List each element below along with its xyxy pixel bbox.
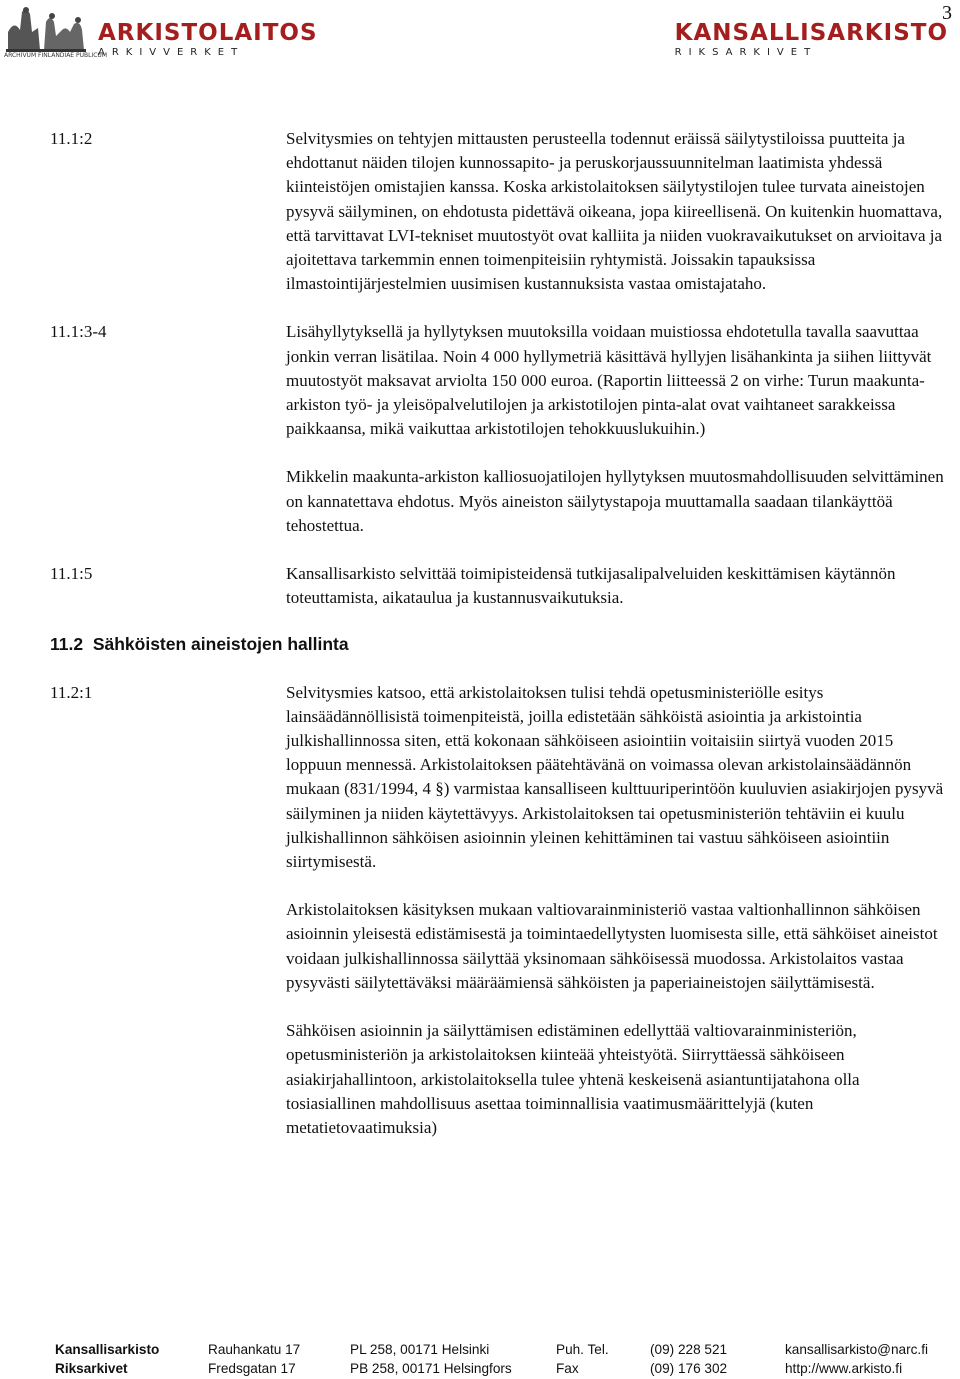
document-body <box>50 127 950 1140</box>
entry-11-1-5 <box>50 562 950 610</box>
page-footer <box>55 1340 950 1378</box>
footer-postbox: PL 258, 00171 Helsinki <box>350 1342 490 1357</box>
page-number: 3 <box>942 2 952 24</box>
entry-label: 11.1:3-4 <box>50 322 107 342</box>
footer-phone-label: Puh. Tel. <box>556 1342 609 1357</box>
kansallisarkisto-logo <box>675 20 948 60</box>
entry-text <box>286 562 950 610</box>
paragraph: Arkistolaitoksen käsityksen mukaan valtiovarainministeriö vastaa valtionhallinnon sähköisen asioinnin yleisestä edistämisestä ja toimintaedellytysten luomisesta sille, että sähköiset aineistot voidaan julkishallinnossa säilyttää yksinomaan sähköisessä muodossa. Arkistolaitos vastaa pysyvästi säilytettäväksi määräämiensä sähköisten ja paperiaineistojen säilyttämisestä. <box>286 900 938 992</box>
entry-label: 11.2:1 <box>50 682 93 702</box>
footer-postbox: PB 258, 00171 Helsingfors <box>350 1361 512 1376</box>
footer-fax-number: (09) 176 302 <box>650 1361 728 1376</box>
footer-row-finnish <box>55 1340 950 1359</box>
paragraph: Lisähyllytyksellä ja hyllytyksen muutoksilla voidaan muistiossa ehdotetulla tavalla saavuttaa jonkin verran lisätilaa. Noin 4 000 hyllymetriä käsittävä hyllyjen lisähankinta ja siihen liittyvät muutostyöt maksavat arviolta 150 000 euroa. (Raportin liitteessä 2 on virhe: Turun maakunta-arkiston työ- ja yleisöpalvelutilojen ja arkistotilojen pinta-alat ovat vaihtaneet sarakkeissa paikkaansa, mikä vaikuttaa arkistotilojen tehokkuuslukuihin.) <box>286 322 932 439</box>
arkivverket-name: ARKIVVERKET <box>98 47 245 58</box>
entry-11-1-2 <box>50 127 950 296</box>
footer-street: Rauhankatu 17 <box>208 1342 301 1357</box>
section-heading: 11.2 Sähköisten aineistojen hallinta <box>50 634 349 655</box>
paragraph: Selvitysmies katsoo, että arkistolaitoksen tulisi tehdä opetusministeriölle esitys lainsäädännöllisistä toimenpiteistä, joilla edistetään sähköistä asiointia ja arkistointia julkishallinnossa siten, että kokonaan sähköiseen asiointiin voitaisiin siirtyä vuoden 2015 loppuun mennessä. Arkistolaitoksen päätehtävänä on voimassa olevan arkistolainsäädännön mukaan (831/1994, 4 §) varmistaa kansalliseen kulttuuriperintöön kuuluvien asiakirjojen pysyvä säilyminen ja niiden käytettävyys. Arkistolaitoksen tai opetusministeriön tehtäviin ei kuulu julkishallinnon sähköisen asioinnin yleinen kehittäminen tai vastuu sähköiseen asiointiin siirtymisestä. <box>286 682 944 872</box>
footer-org: Riksarkivet <box>55 1361 128 1376</box>
paragraph: Kansallisarkisto selvittää toimipisteidensä tutkijasalipalveluiden keskittämisen käytännön toteuttamista, aikataulua ja kustannusvaikutuksia. <box>286 564 896 608</box>
entry-text <box>286 127 950 296</box>
entry-label: 11.1:2 <box>50 129 93 148</box>
riksarkivet-name: RIKSARKIVET <box>674 47 818 58</box>
footer-phone-number: (09) 228 521 <box>650 1342 728 1357</box>
entry-11-1-3-4 <box>50 320 950 538</box>
seal-caption: ARCHIVUM FINLANDIAE PUBLICUM <box>4 52 107 59</box>
paragraph: Mikkelin maakunta-arkiston kalliosuojatilojen hyllytyksen muutosmahdollisuuden selvittäminen on kannatettava ehdotus. Myös aineiston säilytystapoja muuttamalla saadaan tilankäyttöä tehostettua. <box>286 467 944 535</box>
footer-email-link[interactable]: kansallisarkisto@narc.fi <box>785 1342 928 1357</box>
entry-text <box>286 320 950 538</box>
entry-text <box>286 681 950 1140</box>
footer-fax-label: Fax <box>556 1361 579 1376</box>
footer-org: Kansallisarkisto <box>55 1342 160 1357</box>
paragraph: Selvitysmies on tehtyjen mittausten perusteella todennut eräissä säilytystiloissa puutteita ja ehdottanut näiden tilojen kunnossapito- ja peruskorjaussuunnitelman laatimista yhdessä kiinteistöjen omistajien kanssa. Koska arkistolaitoksen säilytystilojen tulee turvata aineistojen pysyvä säilyminen, on ehdotusta pidettävä oikeana, jopa kiireellisenä. On kuitenkin huomattava, että tarvittavat LVI-tekniset muutostyöt ovat kalliita ja niiden vuokravaikutukset on arvioitava ja ajoitettava tarkemmin ennen toimenpiteisiin ryhtymistä. Joissakin tapauksissa ilmastointijärjestelmien uusimisen kustannuksista vastaa omistajataho. <box>286 129 943 294</box>
footer-street: Fredsgatan 17 <box>208 1361 296 1376</box>
footer-website-link[interactable]: http://www.arkisto.fi <box>785 1361 903 1376</box>
kansallisarkisto-name: KANSALLISARKISTO <box>674 20 948 46</box>
paragraph: Sähköisen asioinnin ja säilyttämisen edistäminen edellyttää valtiovarainministeriön, opetusministeriön ja arkistolaitoksen kiinteää yhteistyötä. Siirryttäessä sähköiseen asiakirjahallintoon, arkistolaitoksella tulee yhtenä keskeisenä asiantuntijatahona olla tosiasiallinen mahdollisuus asettaa toiminnallisia vaatimusmäärittelyjä (kuten metatietovaatimuksia) <box>286 1021 860 1137</box>
footer-row-swedish <box>55 1359 950 1378</box>
arkistolaitos-name: ARKISTOLAITOS <box>98 20 318 46</box>
entry-11-2-1 <box>50 681 950 1140</box>
entry-label: 11.1:5 <box>50 564 93 584</box>
